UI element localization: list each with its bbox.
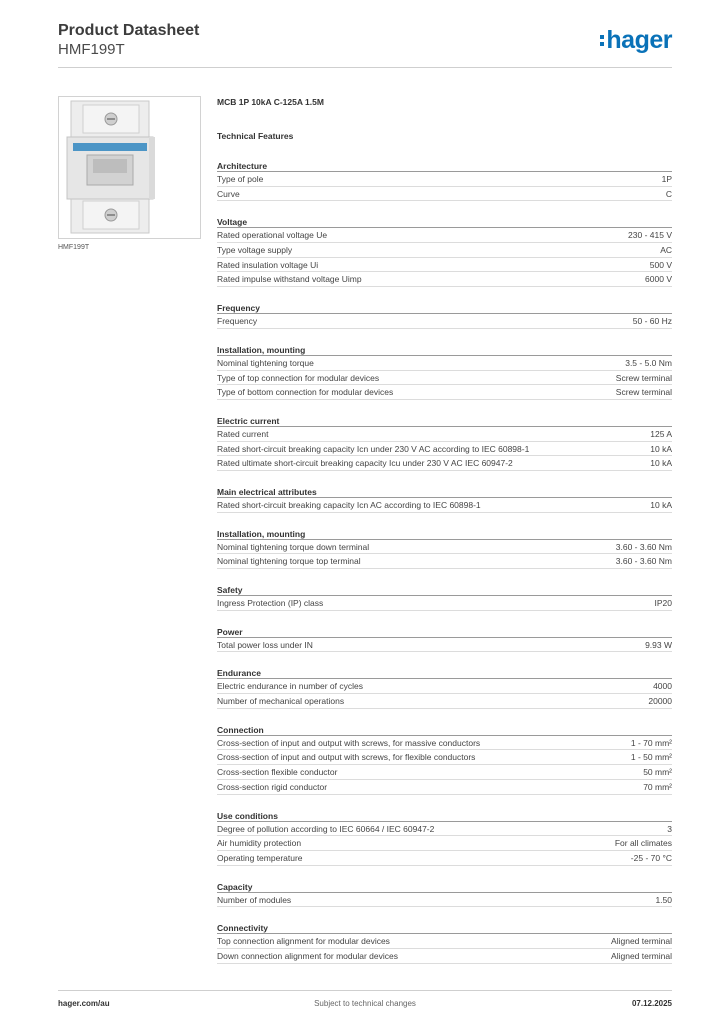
feature-row	[217, 540, 672, 555]
feature-value: 50 mm²	[643, 767, 672, 778]
feature-row	[217, 356, 672, 371]
feature-section	[217, 216, 672, 287]
feature-label: Rated short-circuit breaking capacity Icn under 230 V AC according to IEC 60898-1	[217, 443, 530, 454]
feature-value: 70 mm²	[643, 781, 672, 792]
feature-label: Cross-section of input and output with screws, for flexible conductors	[217, 752, 476, 763]
feature-value: 9.93 W	[645, 639, 672, 650]
feature-value: 4000	[653, 681, 672, 692]
feature-label: Total power loss under IN	[217, 639, 313, 650]
feature-value: 3.60 - 3.60 Nm	[615, 556, 672, 567]
feature-label: Top connection alignment for modular devices	[217, 936, 390, 947]
feature-row	[217, 934, 672, 949]
feature-value: 3.5 - 5.0 Nm	[625, 357, 672, 368]
image-caption: HMF199T	[58, 244, 90, 251]
feature-row	[217, 371, 672, 386]
technical-features-title: Technical Features	[217, 131, 294, 141]
feature-section	[217, 584, 672, 611]
feature-label: Rated impulse withstand voltage Uimp	[217, 274, 362, 285]
feature-label: Number of mechanical operations	[217, 696, 345, 707]
feature-row	[217, 172, 672, 187]
feature-row	[217, 427, 672, 442]
document-title: Product Datasheet	[58, 22, 200, 39]
feature-row	[217, 851, 672, 866]
feature-row	[217, 596, 672, 611]
circuit-breaker-icon	[59, 97, 200, 238]
feature-value: 6000 V	[645, 274, 672, 285]
feature-value: Aligned terminal	[611, 936, 672, 947]
feature-row	[217, 498, 672, 513]
section-title: Connection	[217, 724, 672, 736]
feature-label: Degree of pollution according to IEC 60664 / IEC 60947-2	[217, 823, 435, 834]
feature-label: Rated current	[217, 428, 269, 439]
page-header	[58, 22, 672, 68]
feature-label: Rated insulation voltage Ui	[217, 259, 319, 270]
feature-value: 50 - 60 Hz	[632, 316, 672, 327]
page-footer	[58, 990, 672, 1008]
feature-value: 10 kA	[650, 443, 672, 454]
feature-value: IP20	[654, 598, 672, 608]
section-title: Main electrical attributes	[217, 486, 672, 498]
feature-label: Number of modules	[217, 894, 292, 905]
feature-value: 1 - 50 mm²	[630, 752, 672, 763]
section-title: Power	[217, 626, 672, 638]
product-image	[58, 96, 201, 239]
feature-section	[217, 344, 672, 400]
section-title: Voltage	[217, 216, 672, 228]
feature-row	[217, 780, 672, 795]
feature-row	[217, 272, 672, 287]
feature-row	[217, 893, 672, 908]
section-title: Architecture	[217, 160, 672, 172]
feature-label: Type of bottom connection for modular devices	[217, 387, 394, 398]
feature-value: 10 kA	[650, 499, 672, 510]
feature-label: Nominal tightening torque top terminal	[217, 556, 361, 567]
section-title: Safety	[217, 584, 672, 596]
feature-value: 3.60 - 3.60 Nm	[615, 541, 672, 552]
logo-dots-icon	[600, 33, 604, 47]
feature-row	[217, 836, 672, 851]
feature-value: -25 - 70 °C	[630, 852, 672, 863]
section-title: Installation, mounting	[217, 528, 672, 540]
feature-value: 1.50	[655, 894, 672, 905]
feature-row	[217, 949, 672, 964]
feature-row	[217, 822, 672, 837]
feature-row	[217, 638, 672, 653]
feature-row	[217, 314, 672, 329]
feature-label: Operating temperature	[217, 852, 303, 863]
feature-section	[217, 626, 672, 653]
section-title: Electric current	[217, 415, 672, 427]
feature-label: Ingress Protection (IP) class	[217, 598, 324, 608]
feature-value: 125 A	[650, 428, 672, 439]
feature-value: 20000	[648, 696, 672, 707]
feature-label: Curve	[217, 188, 240, 199]
feature-row	[217, 750, 672, 765]
feature-label: Cross-section rigid conductor	[217, 781, 328, 792]
features-sections	[217, 160, 672, 964]
feature-label: Rated operational voltage Ue	[217, 230, 328, 241]
feature-value: 230 - 415 V	[628, 230, 672, 241]
feature-value: 1 - 70 mm²	[630, 737, 672, 748]
feature-row	[217, 679, 672, 694]
footer-date: 07.12.2025	[631, 999, 672, 1008]
feature-row	[217, 258, 672, 273]
feature-label: Frequency	[217, 316, 258, 327]
feature-value: 10 kA	[650, 458, 672, 469]
feature-value: 3	[667, 823, 672, 834]
feature-row	[217, 385, 672, 400]
feature-section	[217, 486, 672, 513]
feature-value: For all climates	[614, 838, 672, 849]
feature-section	[217, 724, 672, 795]
feature-row	[217, 736, 672, 751]
feature-section	[217, 810, 672, 866]
feature-label: Type of pole	[217, 174, 264, 184]
feature-label: Air humidity protection	[217, 838, 302, 849]
feature-row	[217, 554, 672, 569]
feature-section	[217, 528, 672, 569]
feature-row	[217, 694, 672, 709]
document-subtitle: HMF199T	[58, 41, 125, 58]
section-title: Endurance	[217, 667, 672, 679]
feature-label: Rated short-circuit breaking capacity Icn AC according to IEC 60898-1	[217, 499, 481, 510]
feature-label: Cross-section of input and output with screws, for massive conductors	[217, 737, 481, 748]
feature-section	[217, 922, 672, 963]
feature-value: Screw terminal	[615, 387, 672, 398]
logo-text: hager	[606, 26, 672, 54]
feature-row	[217, 456, 672, 471]
feature-row	[217, 243, 672, 258]
feature-row	[217, 187, 672, 202]
feature-section	[217, 415, 672, 471]
feature-label: Down connection alignment for modular devices	[217, 950, 398, 961]
product-name: MCB 1P 10kA C-125A 1.5M	[217, 97, 324, 107]
datasheet-content	[217, 96, 672, 964]
feature-label: Cross-section flexible conductor	[217, 767, 338, 778]
feature-value: C	[665, 188, 672, 199]
section-title: Connectivity	[217, 922, 672, 934]
feature-row	[217, 228, 672, 243]
hager-logo	[600, 26, 672, 54]
feature-value: Screw terminal	[615, 372, 672, 383]
feature-value: 500 V	[649, 259, 672, 270]
feature-label: Nominal tightening torque	[217, 357, 314, 368]
footer-website: hager.com/au	[58, 999, 110, 1008]
feature-row	[217, 765, 672, 780]
section-title: Capacity	[217, 881, 672, 893]
feature-section	[217, 160, 672, 201]
feature-label: Type voltage supply	[217, 245, 293, 256]
feature-label: Rated ultimate short-circuit breaking capacity Icu under 230 V AC IEC 60947-2	[217, 458, 513, 469]
section-title: Installation, mounting	[217, 344, 672, 356]
feature-label: Nominal tightening torque down terminal	[217, 541, 370, 552]
feature-value: Aligned terminal	[611, 950, 672, 961]
section-title: Frequency	[217, 302, 672, 314]
feature-value: 1P	[661, 174, 672, 184]
footer-disclaimer: Subject to technical changes	[314, 999, 416, 1008]
feature-label: Type of top connection for modular devices	[217, 372, 380, 383]
feature-row	[217, 442, 672, 457]
feature-section	[217, 302, 672, 329]
section-title: Use conditions	[217, 810, 672, 822]
feature-section	[217, 881, 672, 908]
feature-value: AC	[660, 245, 672, 256]
feature-section	[217, 667, 672, 708]
feature-label: Electric endurance in number of cycles	[217, 681, 363, 692]
